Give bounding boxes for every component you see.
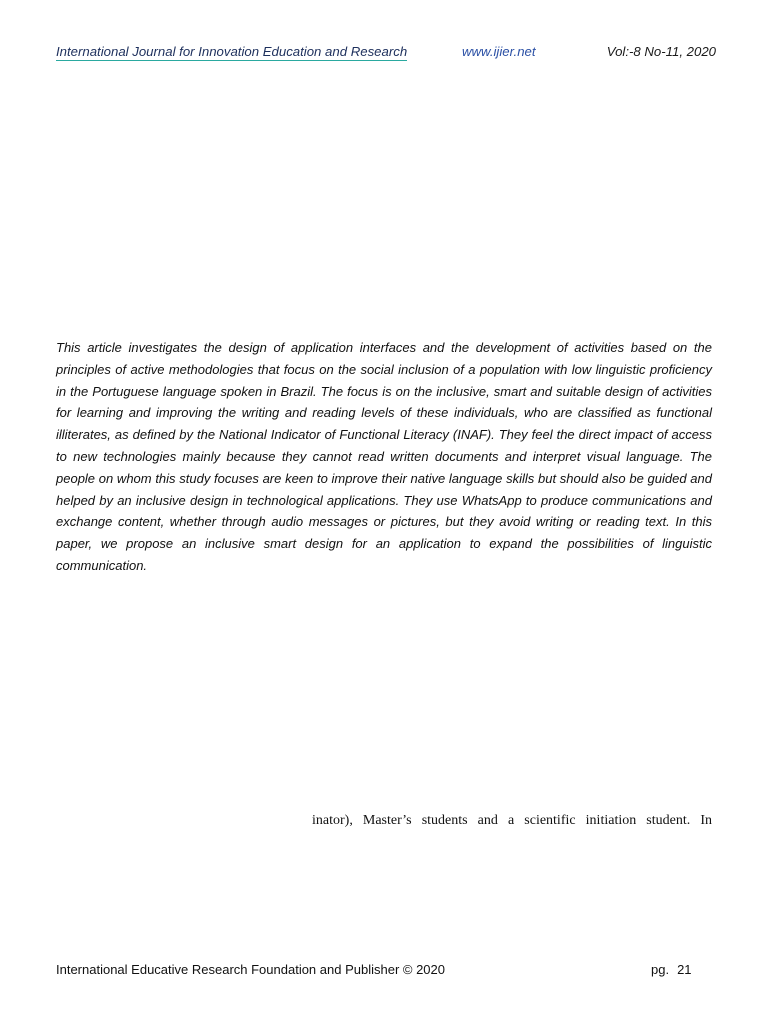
abstract-text: This article investigates the design of application interfaces and the development of activities based on the principles of active methodologies that focus on the social inclusion of a population with low linguistic proficiency in the Portuguese language spoken in Brazil. The focus is on the inclusive, smart and suitable design of activities for learning and improving the writing and reading levels of these individuals, who are classified as functional illiterates, as defined by the National Indicator of Functional Literacy (INAF). They feel the direct impact of access to new technologies mainly because they cannot read written documents and interpret visual language. The people on whom this study focuses are keen to improve their native language skills but should also be guided and helped by an inclusive design in technological applications. They use WhatsApp to produce communications and exchange content, whether through audio messages or pictures, but they avoid writing or reading text. In this paper, we propose an inclusive smart design for an application to expand the possibilities of linguistic communication. [56,340,712,573]
page-label: pg. [651,962,670,977]
page-header [56,44,716,64]
volume-info: Vol:-8 No-11, 2020 [606,44,716,59]
body-text-fragment: inator), Master’s students and a scientific initiation student. In [312,813,712,828]
footer-publisher: International Educative Research Foundation and Publisher © 2020 [56,962,445,977]
page-number: 21 [677,962,692,977]
page-footer [56,962,696,982]
journal-title[interactable]: International Journal for Innovation Education and Research [56,44,408,59]
page-number-block [651,962,692,977]
journal-website-link[interactable]: www.ijier.net [462,44,536,59]
